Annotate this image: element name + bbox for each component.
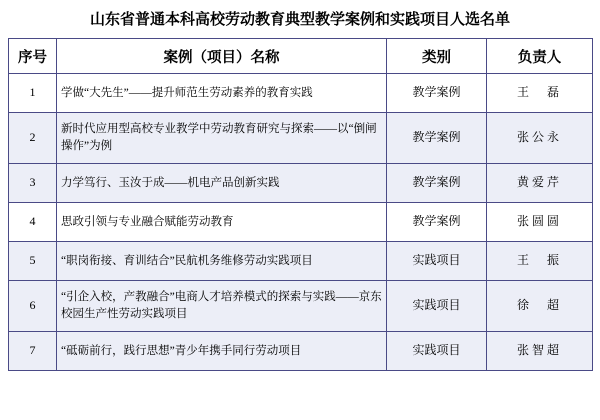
cell-owner: 王 磊 xyxy=(487,74,593,113)
cell-category: 教学案例 xyxy=(387,164,487,203)
table-header xyxy=(9,39,593,74)
cell-owner: 徐 超 xyxy=(487,281,593,332)
column-header-name: 案例（项目）名称 xyxy=(57,39,387,74)
cell-owner: 张智超 xyxy=(487,332,593,371)
table-header-row xyxy=(9,39,593,74)
table-row xyxy=(9,332,593,371)
cell-no: 6 xyxy=(9,281,57,332)
cell-name: “引企入校，产教融合”电商人才培养模式的探索与实践——京东校园生产性劳动实践项目 xyxy=(57,281,387,332)
cell-owner: 黄爱芹 xyxy=(487,164,593,203)
table-row xyxy=(9,203,593,242)
cell-owner: 张公永 xyxy=(487,113,593,164)
table-row xyxy=(9,113,593,164)
cell-no: 7 xyxy=(9,332,57,371)
table-row xyxy=(9,74,593,113)
cell-name: 新时代应用型高校专业教学中劳动教育研究与探索——以“倒闸操作”为例 xyxy=(57,113,387,164)
cell-category: 教学案例 xyxy=(387,74,487,113)
cell-no: 2 xyxy=(9,113,57,164)
page-title: 山东省普通本科高校劳动教育典型教学案例和实践项目人选名单 xyxy=(89,12,510,28)
column-header-no: 序号 xyxy=(9,39,57,74)
cell-name: 力学笃行、玉汝于成——机电产品创新实践 xyxy=(57,164,387,203)
table-container xyxy=(8,38,592,371)
cell-category: 教学案例 xyxy=(387,203,487,242)
cell-no: 5 xyxy=(9,242,57,281)
column-header-category: 类别 xyxy=(387,39,487,74)
cell-category: 实践项目 xyxy=(387,242,487,281)
table-row xyxy=(9,164,593,203)
cell-no: 1 xyxy=(9,74,57,113)
cell-no: 4 xyxy=(9,203,57,242)
cell-name: 思政引领与专业融合赋能劳动教育 xyxy=(57,203,387,242)
table-body xyxy=(9,74,593,371)
table-row xyxy=(9,281,593,332)
cell-owner: 王 振 xyxy=(487,242,593,281)
cell-name: “职岗衔接、育训结合”民航机务维修劳动实践项目 xyxy=(57,242,387,281)
column-header-owner: 负责人 xyxy=(487,39,593,74)
cell-owner: 张圆圆 xyxy=(487,203,593,242)
table-row xyxy=(9,242,593,281)
cell-category: 教学案例 xyxy=(387,113,487,164)
cell-category: 实践项目 xyxy=(387,332,487,371)
cell-name: “砥砺前行，践行思想”青少年携手同行劳动项目 xyxy=(57,332,387,371)
cell-category: 实践项目 xyxy=(387,281,487,332)
cell-name: 学做“大先生”——提升师范生劳动素养的教育实践 xyxy=(57,74,387,113)
selection-list-table xyxy=(8,38,593,371)
cell-no: 3 xyxy=(9,164,57,203)
